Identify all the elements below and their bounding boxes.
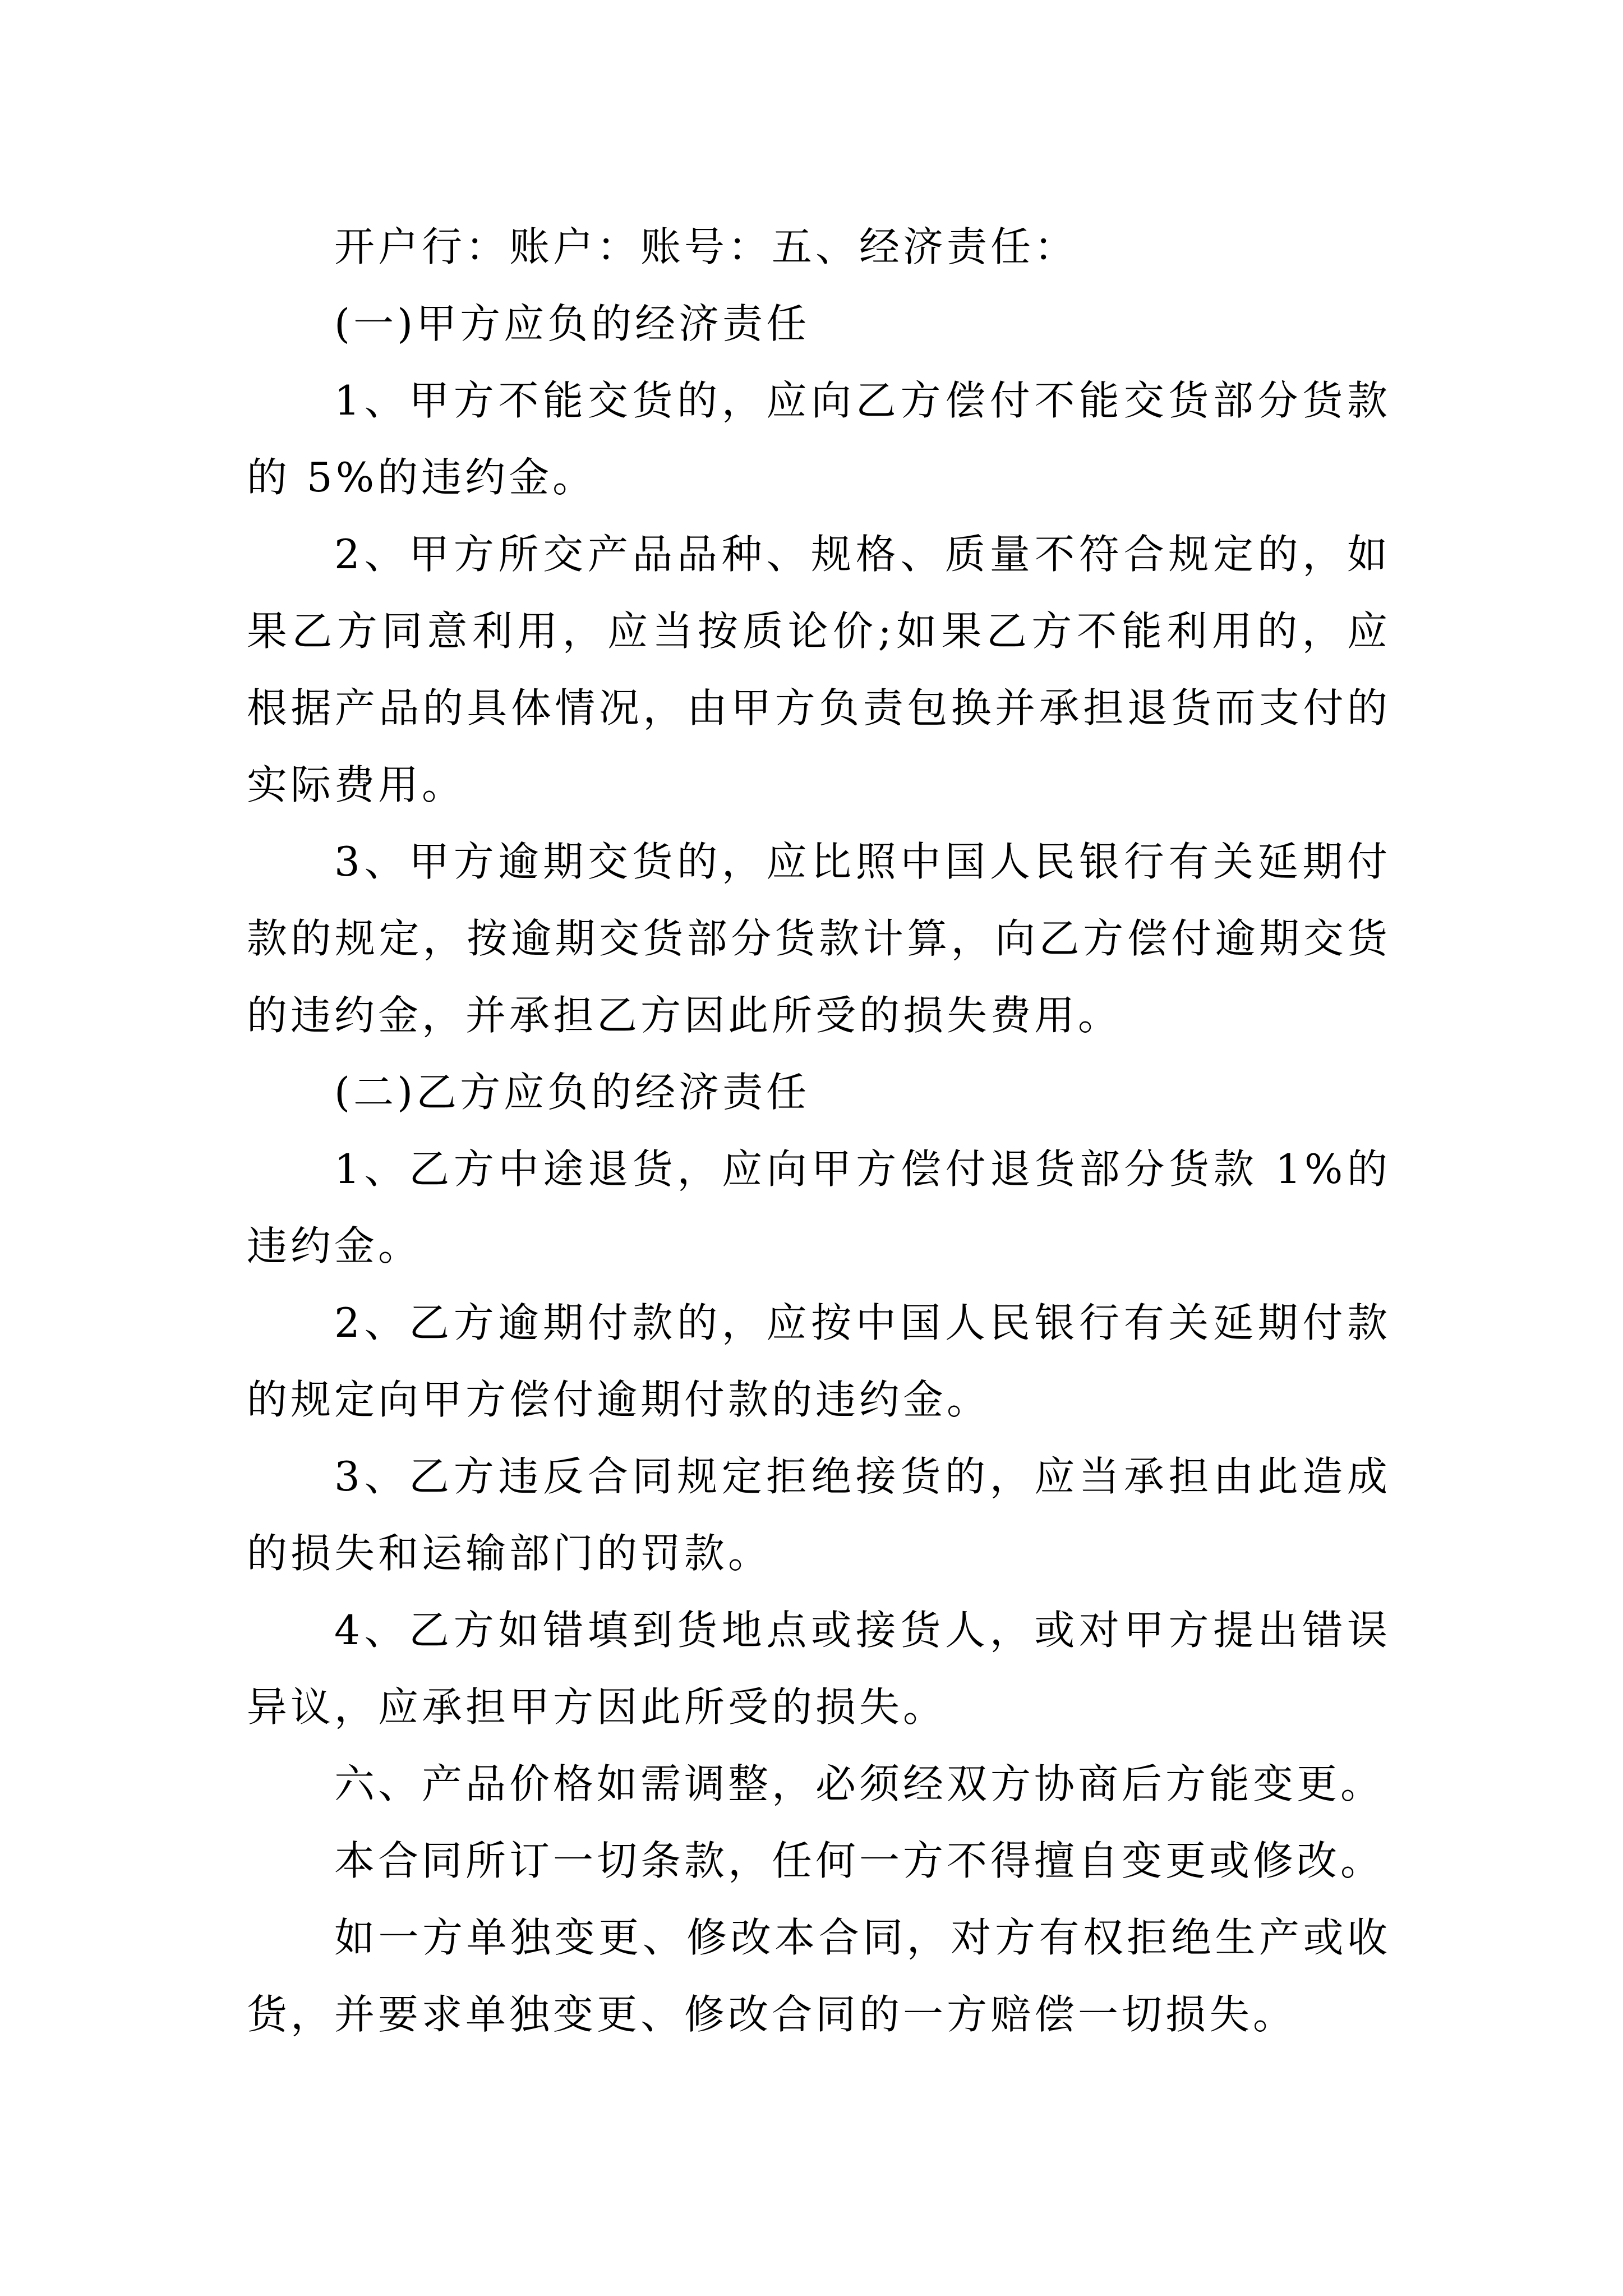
paragraph-party-a-clause-3: 3、甲方逾期交货的，应比照中国人民银行有关延期付款的规定，按逾期交货部分货款计算，向乙方偿付逾期交货的违约金，并承担乙方因此所受的损失费用。 [247, 838, 1391, 1039]
paragraph-party-a-clause-1: 1、甲方不能交货的，应向乙方偿付不能交货部分货款的 5%的违约金。 [247, 377, 1391, 501]
paragraph-party-a-clause-2: 2、甲方所交产品品种、规格、质量不符合规定的，如果乙方同意利用，应当按质论价;如果乙方不能利用的，应根据产品的具体情况，由甲方负责包换并承担退货而支付的实际费用。 [247, 531, 1391, 808]
paragraph-account-info: 开户行：账户：账号：五、经济责任： [334, 223, 1078, 270]
paragraph-no-unilateral-change: 本合同所订一切条款，任何一方不得擅自变更或修改。 [334, 1837, 1385, 1884]
paragraph-party-b-clause-4: 4、乙方如错填到货地点或接货人，或对甲方提出错误异议，应承担甲方因此所受的损失。 [247, 1607, 1391, 1731]
paragraph-party-b-heading: (二)乙方应负的经济责任 [334, 1069, 810, 1116]
paragraph-party-b-clause-3: 3、乙方违反合同规定拒绝接货的，应当承担由此造成的损失和运输部门的罚款。 [247, 1453, 1391, 1577]
paragraph-party-a-heading: (一)甲方应负的经济责任 [334, 300, 810, 347]
document-body [247, 209, 1391, 2053]
paragraph-compensation: 如一方单独变更、修改本合同，对方有权拒绝生产或收货，并要求单独变更、修改合同的一方赔偿一切损失。 [247, 1914, 1391, 2038]
paragraph-party-b-clause-2: 2、乙方逾期付款的，应按中国人民银行有关延期付款的规定向甲方偿付逾期付款的违约金。 [247, 1299, 1391, 1423]
paragraph-price-adjustment: 六、产品价格如需调整，必须经双方协商后方能变更。 [334, 1760, 1385, 1807]
paragraph-party-b-clause-1: 1、乙方中途退货，应向甲方偿付退货部分货款 1%的违约金。 [247, 1145, 1391, 1269]
